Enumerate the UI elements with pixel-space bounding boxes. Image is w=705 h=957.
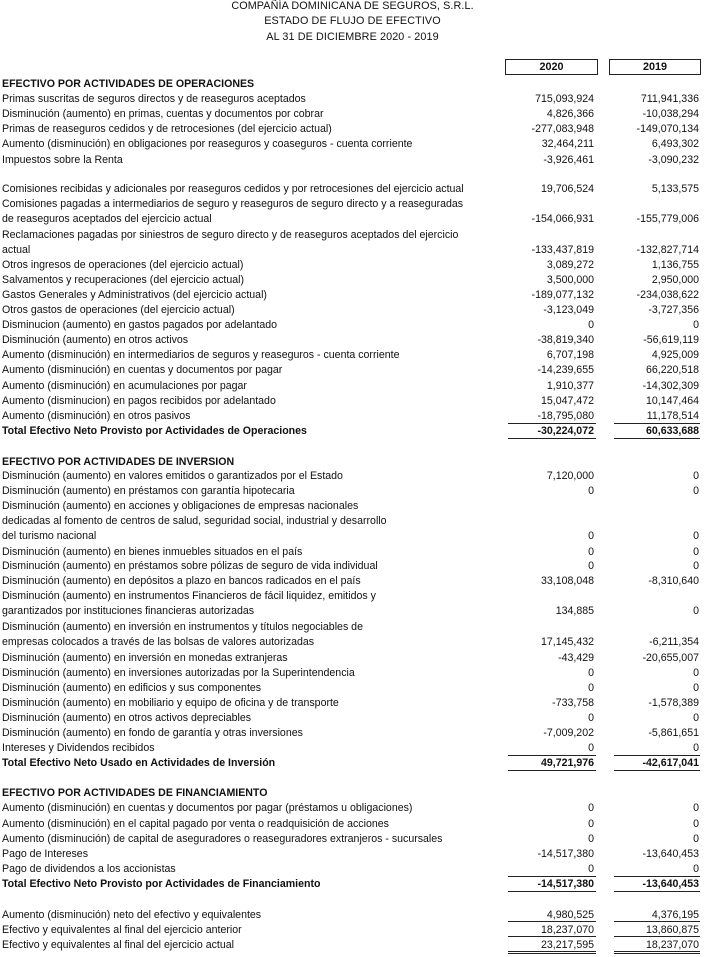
value-2019: 66,220,518 (645, 364, 699, 376)
value-2019: 4,925,009 (651, 349, 699, 361)
row-label: Comisiones recibidas y adicionales por reaseguros cedidos y por retrocesiones del ejercicio actual (2, 183, 464, 195)
row-label: Intereses y Dividendos recibidos (2, 742, 155, 754)
double-underline-b-2020 (508, 953, 596, 954)
value-2019: 0 (693, 470, 699, 482)
value-2020: -154,066,931 (531, 213, 594, 225)
value-2019: 6,493,302 (651, 138, 699, 150)
value-2019: 10,147,464 (645, 395, 699, 407)
row-label: Otros gastos de operaciones (del ejercicio actual) (2, 304, 235, 316)
row-label: Primas de reaseguros cedidos y de retrocesiones (del ejercicio actual) (2, 123, 332, 135)
double-underline-a-2019 (614, 951, 700, 952)
value-2019: 0 (693, 485, 699, 497)
value-2020: 18,237,070 (540, 924, 594, 936)
value-2020: 4,980,525 (546, 909, 594, 921)
value-2019: 18,237,070 (645, 939, 699, 951)
value-2019: -234,038,622 (636, 289, 699, 301)
final-rule-2019 (614, 936, 700, 937)
value-2019: 4,376,195 (651, 909, 699, 921)
summary-rule-2019 (614, 921, 700, 922)
value-2019: 711,941,336 (640, 93, 699, 105)
value-2019: 0 (693, 742, 699, 754)
value-2019: 0 (693, 682, 699, 694)
value-2019: -132,827,714 (636, 244, 699, 256)
value-2019: -20,655,007 (642, 652, 699, 664)
value-2020: 0 (588, 560, 594, 572)
value-2020: 1,910,377 (546, 380, 594, 392)
value-2019: 0 (693, 833, 699, 845)
company-name: COMPAÑÍA DOMINICANA DE SEGUROS, S.R.L. (231, 0, 474, 12)
value-2020: -277,083,948 (531, 123, 594, 135)
value-2020: 7,120,000 (546, 470, 594, 482)
row-label: del turismo nacional (2, 530, 97, 542)
row-label: Aumento (disminución) en intermediarios de seguros y reaseguros - cuenta corriente (2, 349, 400, 361)
row-label: Primas suscritas de seguros directos y de reaseguros aceptados (2, 93, 306, 105)
value-2019: 0 (693, 667, 699, 679)
value-2019: -3,727,356 (648, 304, 699, 316)
value-2019: -5,861,651 (648, 727, 699, 739)
row-label: garantizados por instituciones financieras autorizadas (2, 605, 255, 617)
row-label: Disminución (aumento) en préstamos sobre pólizas de seguro de vida individual (2, 560, 378, 572)
value-2020: 23,217,595 (540, 939, 594, 951)
value-2020: 0 (588, 712, 594, 724)
column-header-2020: 2020 (505, 59, 598, 75)
row-label: Disminución (aumento) en depósitos a plazo en bancos radicados en el país (2, 575, 361, 587)
row-label: actual (2, 244, 31, 256)
column-header-2019: 2019 (609, 59, 701, 75)
row-label: Disminución (aumento) en edificios y sus componentes (2, 682, 262, 694)
value-2020: -14,517,380 (537, 848, 594, 860)
value-2020: 0 (588, 530, 594, 542)
row-label: empresas colocados a través de las bolsas de valores autorizadas (2, 636, 315, 648)
value-2019: 0 (693, 605, 699, 617)
value-2020: -14,239,655 (537, 364, 594, 376)
row-label: Aumento (disminución) en el capital pagado por venta o readquisición de acciones (2, 818, 389, 830)
row-label: Disminucion (aumento) en gastos pagados por adelantado (2, 319, 278, 331)
total-underline-2020 (508, 438, 596, 439)
value-2020: 0 (588, 667, 594, 679)
value-2019: 5,133,575 (651, 183, 699, 195)
row-label: Total Efectivo Neto Usado en Actividades de Inversión (2, 757, 276, 769)
subtotal-rule-2020 (508, 423, 596, 424)
value-2020: -18,795,080 (537, 410, 594, 422)
row-label: Disminución (aumento) en fondo de garantía y otras inversiones (2, 727, 303, 739)
double-underline-a-2020 (508, 951, 596, 952)
subtotal-rule-2019 (614, 423, 700, 424)
subtotal-rule-2019 (614, 876, 700, 877)
subtotal-rule-2020 (508, 876, 596, 877)
value-2020: -30,224,072 (537, 425, 594, 437)
value-2020: 19,706,524 (540, 183, 594, 195)
value-2020: 0 (588, 863, 594, 875)
row-label: Aumento (disminución) en cuentas y documentos por pagar (préstamos u obligaciones) (2, 802, 413, 814)
row-label: Disminución (aumento) en mobiliario y equipo de oficina y de transporte (2, 697, 339, 709)
final-rule-2020 (508, 936, 596, 937)
total-underline-2019 (614, 438, 700, 439)
row-label: Disminución (aumento) en instrumentos Financieros de fácil liquidez, emitidos y (2, 590, 376, 602)
value-2019: -13,640,453 (642, 848, 699, 860)
value-2019: -6,211,354 (649, 636, 699, 648)
value-2020: 0 (588, 682, 594, 694)
row-label: Disminución (aumento) en primas, cuentas y documentos por cobrar (2, 108, 324, 120)
value-2019: 2,950,000 (651, 274, 699, 286)
value-2019: -10,038,294 (642, 108, 699, 120)
row-label: Disminución (aumento) en otros activos depreciables (2, 712, 252, 724)
value-2020: 33,108,048 (540, 575, 594, 587)
row-label: Disminución (aumento) en inversiones autorizadas por la Superintendencia (2, 667, 355, 679)
value-2020: 0 (588, 833, 594, 845)
value-2020: -43,429 (558, 652, 594, 664)
row-label: Total Efectivo Neto Provisto por Actividades de Financiamiento (2, 878, 321, 890)
subtotal-rule-2020 (508, 755, 596, 756)
row-label: Pago de dividendos a los accionistas (2, 863, 176, 875)
row-label: Efectivo y equivalentes al final del ejercicio anterior (2, 924, 242, 936)
value-2019: -3,090,232 (648, 154, 699, 166)
value-2019: 60,633,688 (645, 425, 699, 437)
value-2019: -56,619,119 (643, 334, 699, 346)
value-2019: 0 (693, 530, 699, 542)
row-label: Disminución (aumento) en otros activos (2, 334, 189, 346)
value-2020: 0 (588, 319, 594, 331)
statement-period: AL 31 DE DICIEMBRE 2020 - 2019 (266, 31, 439, 43)
total-underline-2019 (614, 770, 700, 771)
row-label: Salvamentos y recuperaciones (del ejercicio actual) (2, 274, 245, 286)
value-2020: 49,721,976 (540, 757, 594, 769)
row-label: Efectivo y equivalentes al final del ejercicio actual (2, 939, 235, 951)
row-label: Otros ingresos de operaciones (del ejercicio actual) (2, 259, 244, 271)
row-label: Aumento (disminución) de capital de aseguradores o reaseguradores extranjeros - sucursales (2, 833, 443, 845)
value-2020: 0 (588, 742, 594, 754)
section-label: EFECTIVO POR ACTIVIDADES DE INVERSION (2, 456, 235, 468)
value-2020: 0 (588, 546, 594, 558)
value-2019: 0 (693, 818, 699, 830)
row-label: Disminución (aumento) en inversión en instrumentos y títulos negociables de (2, 621, 363, 633)
row-label: Comisiones pagadas a intermediarios de seguro y reaseguros de seguro directo y a reaseguradas (2, 198, 464, 210)
value-2020: 715,093,924 (535, 93, 594, 105)
row-label: Aumento (disminución) en otros pasivos (2, 410, 191, 422)
summary-rule-2020 (508, 921, 596, 922)
row-label: Reclamaciones pagadas por siniestros de seguro directo y de reaseguros aceptados del ejercicio (2, 229, 459, 241)
value-2020: 3,500,000 (546, 274, 594, 286)
value-2019: 0 (693, 546, 699, 558)
row-label: dedicadas al fomento de centros de salud, seguridad social, industrial y desarrollo (2, 515, 387, 527)
value-2020: 6,707,198 (546, 349, 594, 361)
value-2019: -8,310,640 (648, 575, 699, 587)
value-2020: -7,009,202 (543, 727, 594, 739)
row-label: Gastos Generales y Administrativos (del ejercicio actual) (2, 289, 267, 301)
value-2020: 15,047,472 (540, 395, 594, 407)
row-label: Aumento (disminucion) en pagos recibidos por adelantado (2, 395, 276, 407)
value-2019: 0 (693, 802, 699, 814)
value-2019: 11,178,514 (646, 410, 699, 422)
value-2019: -149,070,134 (636, 123, 699, 135)
value-2019: 0 (693, 560, 699, 572)
row-label: de reaseguros aceptados del ejercicio actual (2, 213, 212, 225)
statement-title: ESTADO DE FLUJO DE EFECTIVO (264, 15, 441, 27)
value-2019: -42,617,041 (642, 757, 699, 769)
subtotal-rule-2019 (614, 755, 700, 756)
double-underline-b-2019 (614, 953, 700, 954)
row-label: Disminución (aumento) en valores emitidos o garantizados por el Estado (2, 470, 343, 482)
value-2020: -14,517,380 (537, 878, 594, 890)
value-2020: -3,926,461 (543, 154, 594, 166)
section-label: EFECTIVO POR ACTIVIDADES DE OPERACIONES (2, 78, 255, 90)
value-2020: 0 (588, 802, 594, 814)
row-label: Total Efectivo Neto Provisto por Actividades de Operaciones (2, 425, 307, 437)
row-label: Pago de Intereses (2, 848, 88, 860)
value-2019: 0 (693, 712, 699, 724)
value-2020: -3,123,049 (543, 304, 594, 316)
total-underline-2019 (614, 891, 700, 892)
total-underline-2020 (508, 770, 596, 771)
value-2020: 0 (588, 485, 594, 497)
row-label: Impuestos sobre la Renta (2, 154, 123, 166)
row-label: Disminución (aumento) en bienes inmuebles situados en el país (2, 546, 303, 558)
row-label: Aumento (disminución) en cuentas y documentos por pagar (2, 364, 283, 376)
row-label: Disminución (aumento) en inversión en monedas extranjeras (2, 652, 288, 664)
row-label: Aumento (disminución) en obligaciones por reaseguros y coaseguros - cuenta corriente (2, 138, 413, 150)
row-label: Aumento (disminución) neto del efectivo y equivalentes (2, 909, 262, 921)
value-2019: -14,302,309 (642, 380, 699, 392)
row-label: Aumento (disminución) en acumulaciones por pagar (2, 380, 247, 392)
value-2019: 0 (693, 863, 699, 875)
value-2020: 3,089,272 (546, 259, 594, 271)
value-2020: 4,826,366 (546, 108, 594, 120)
value-2020: -133,437,819 (531, 244, 594, 256)
value-2020: 134,885 (555, 605, 594, 617)
section-label: EFECTIVO POR ACTIVIDADES DE FINANCIAMIENTO (2, 787, 268, 799)
row-label: Disminución (aumento) en préstamos con garantía hipotecaria (2, 485, 295, 497)
value-2020: -38,819,340 (537, 334, 594, 346)
row-label: Disminución (aumento) en acciones y obligaciones de empresas nacionales (2, 500, 359, 512)
value-2019: 1,136,755 (651, 259, 699, 271)
value-2019: -1,578,389 (648, 697, 699, 709)
value-2019: 13,860,875 (645, 924, 699, 936)
value-2020: -733,758 (552, 697, 594, 709)
value-2020: 0 (588, 818, 594, 830)
value-2019: 0 (693, 319, 699, 331)
value-2019: -155,779,006 (636, 213, 699, 225)
value-2020: 17,145,432 (540, 636, 594, 648)
value-2019: -13,640,453 (642, 878, 699, 890)
value-2020: -189,077,132 (531, 289, 594, 301)
value-2020: 32,464,211 (541, 138, 594, 150)
total-underline-2020 (508, 891, 596, 892)
